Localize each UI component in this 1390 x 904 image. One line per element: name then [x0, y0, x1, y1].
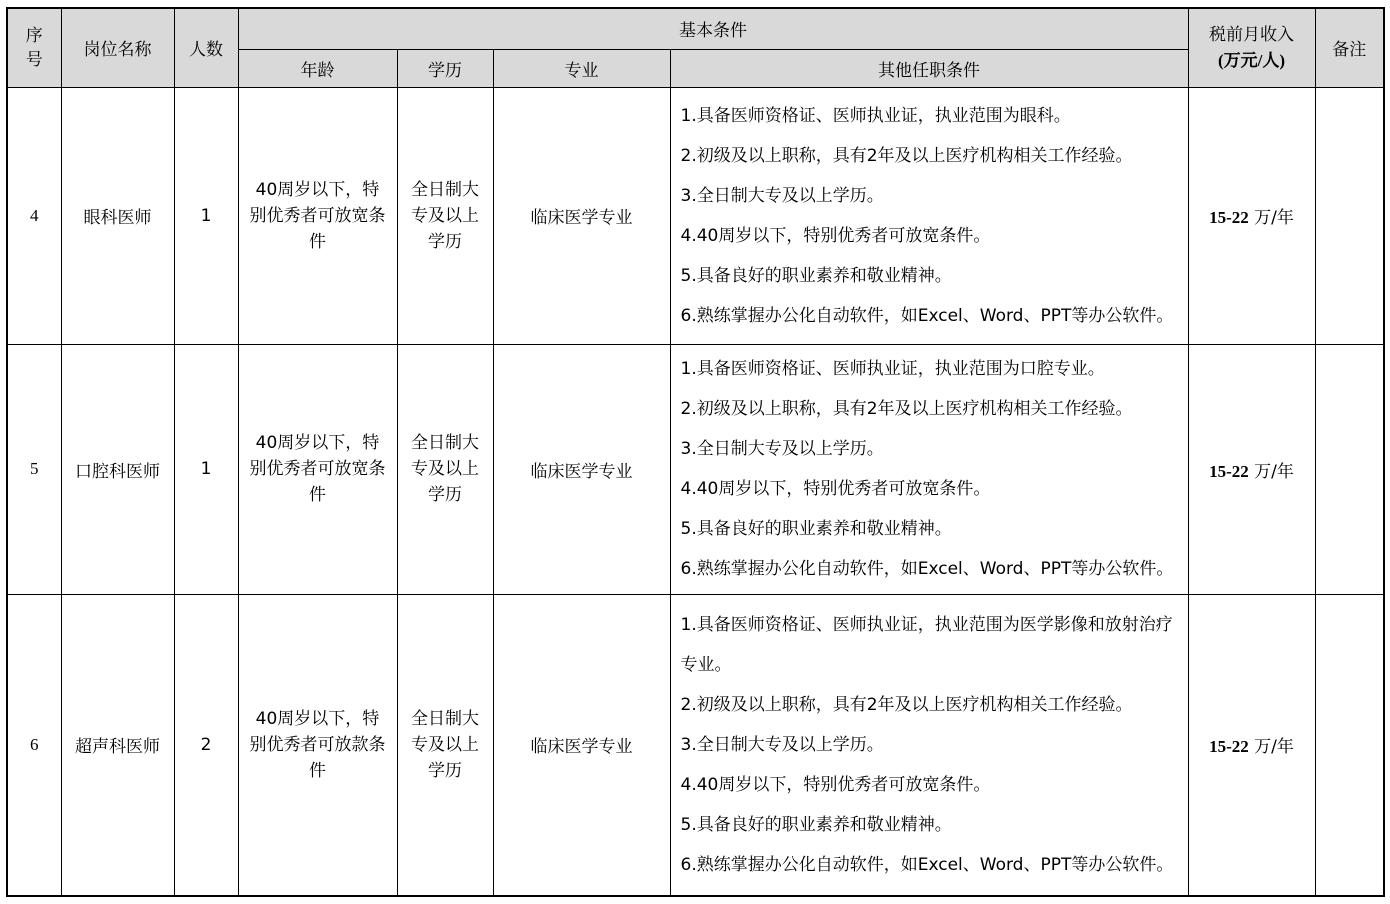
row-major: 临床医学专业 — [493, 344, 670, 594]
row-education: 全日制大专及以上学历 — [397, 594, 493, 896]
salary-unit: 万/年 — [1254, 461, 1294, 482]
header-major: 专业 — [493, 49, 670, 87]
condition-item: 6.熟练掌握办公化自动软件，如Excel、Word、PPT等办公软件。 — [680, 854, 1174, 875]
header-remark: 备注 — [1315, 8, 1384, 87]
condition-item: 5.具备良好的职业素养和敬业精神。 — [680, 265, 952, 286]
header-salary-line1: 税前月收入 — [1209, 24, 1294, 45]
row-other-conditions — [670, 594, 1188, 896]
condition-item: 2.初级及以上职称，具有2年及以上医疗机构相关工作经验。 — [680, 694, 1133, 715]
header-salary-line2: (万元/人) — [1217, 50, 1286, 70]
header-basic-conditions: 基本条件 — [238, 8, 1188, 49]
row-seq: 5 — [7, 344, 61, 594]
salary-range: 15-22 — [1209, 737, 1249, 757]
row-other-conditions — [670, 87, 1188, 344]
condition-item: 1.具备医师资格证、医师执业证，执业范围为眼科。 — [680, 105, 1071, 126]
condition-item: 4.40周岁以下，特别优秀者可放宽条件。 — [680, 225, 991, 246]
header-other-conditions: 其他任职条件 — [670, 49, 1188, 87]
condition-item: 3.全日制大专及以上学历。 — [680, 439, 884, 459]
row-position: 超声科医师 — [61, 594, 174, 896]
row-salary — [1188, 594, 1315, 896]
row-count: 1 — [174, 344, 238, 594]
condition-item: 2.初级及以上职称，具有2年及以上医疗机构相关工作经验。 — [680, 145, 1133, 166]
condition-item: 1.具备医师资格证、医师执业证，执业范围为医学影像和放射治疗专业。 — [680, 614, 1173, 675]
row-remark — [1315, 344, 1384, 594]
condition-item: 6.熟练掌握办公化自动软件，如Excel、Word、PPT等办公软件。 — [680, 305, 1174, 326]
row-remark — [1315, 87, 1384, 344]
salary-range: 15-22 — [1209, 208, 1249, 227]
header-seq: 序号 — [7, 8, 61, 87]
table-row — [7, 594, 1384, 896]
row-age: 40周岁以下，特别优秀者可放宽条件 — [238, 344, 397, 594]
row-age: 40周岁以下，特别优秀者可放款条件 — [238, 594, 397, 896]
table-row — [7, 87, 1384, 344]
row-education: 全日制大专及以上学历 — [397, 87, 493, 344]
row-other-conditions — [670, 344, 1188, 594]
condition-item: 5.具备良好的职业素养和敬业精神。 — [680, 519, 952, 539]
salary-unit: 万/年 — [1254, 208, 1294, 228]
header-age: 年龄 — [238, 49, 397, 87]
row-position: 眼科医师 — [61, 87, 174, 344]
row-position: 口腔科医师 — [61, 344, 174, 594]
header-salary — [1188, 8, 1315, 87]
row-seq: 6 — [7, 594, 61, 896]
row-education: 全日制大专及以上学历 — [397, 344, 493, 594]
header-education: 学历 — [397, 49, 493, 87]
condition-item: 2.初级及以上职称，具有2年及以上医疗机构相关工作经验。 — [680, 399, 1133, 419]
row-salary — [1188, 87, 1315, 344]
condition-item: 6.熟练掌握办公化自动软件，如Excel、Word、PPT等办公软件。 — [680, 559, 1174, 579]
condition-item: 4.40周岁以下，特别优秀者可放宽条件。 — [680, 479, 991, 499]
salary-unit: 万/年 — [1254, 737, 1294, 758]
salary-range: 15-22 — [1209, 461, 1249, 481]
row-count: 1 — [174, 87, 238, 344]
row-count: 2 — [174, 594, 238, 896]
table-row — [7, 344, 1384, 594]
row-age: 40周岁以下，特别优秀者可放宽条件 — [238, 87, 397, 344]
header-count: 人数 — [174, 8, 238, 87]
condition-item: 5.具备良好的职业素养和敬业精神。 — [680, 814, 952, 835]
condition-item: 3.全日制大专及以上学历。 — [680, 185, 884, 206]
row-seq: 4 — [7, 87, 61, 344]
row-salary — [1188, 344, 1315, 594]
job-requirements-table — [6, 7, 1385, 897]
row-major: 临床医学专业 — [493, 594, 670, 896]
condition-item: 3.全日制大专及以上学历。 — [680, 734, 884, 755]
row-major: 临床医学专业 — [493, 87, 670, 344]
condition-item: 1.具备医师资格证、医师执业证，执业范围为口腔专业。 — [680, 359, 1105, 379]
row-remark — [1315, 594, 1384, 896]
header-position: 岗位名称 — [61, 8, 174, 87]
condition-item: 4.40周岁以下，特别优秀者可放宽条件。 — [680, 774, 991, 795]
